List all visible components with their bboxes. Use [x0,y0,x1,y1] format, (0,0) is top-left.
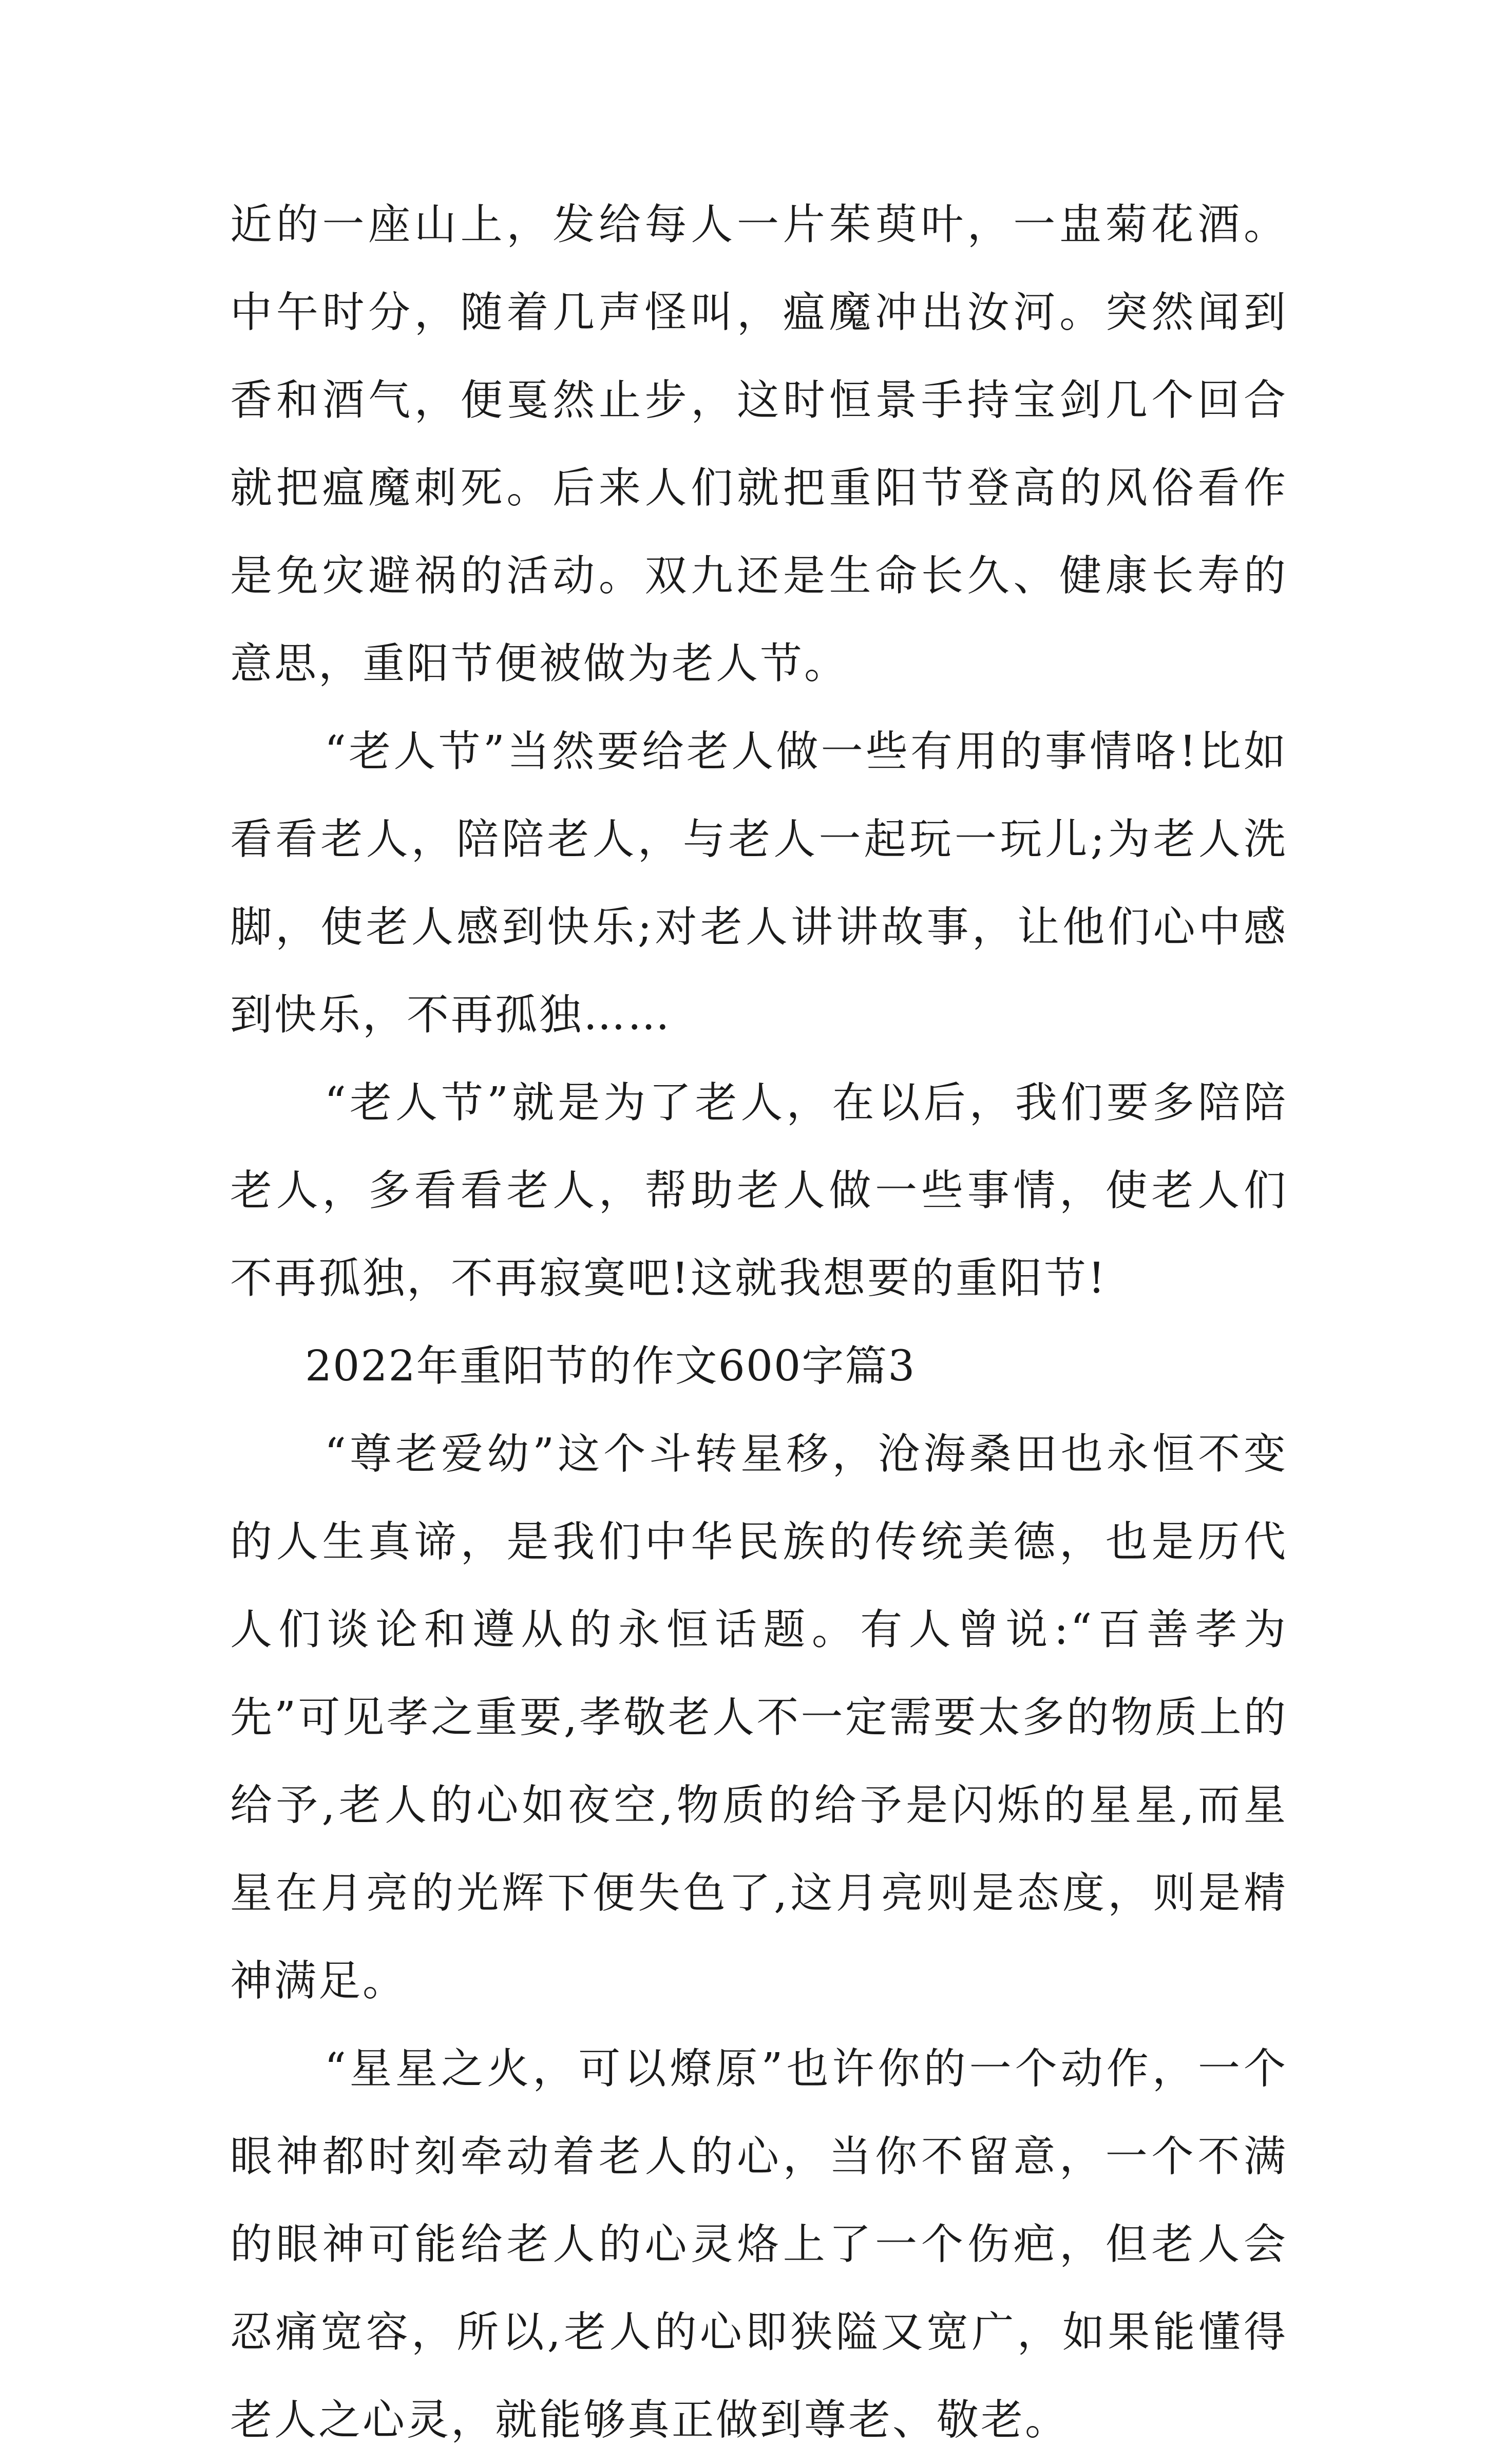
paragraph-single-spark: “星星之火，可以燎原”也许你的一个动作，一个眼神都时刻牵动着老人的心，当你不留意，一个不满的眼神可能给老人的心灵烙上了一个伤疤，但老人会忍痛宽容，所以,老人的心即狭隘又宽广，如果能懂得老人之心灵，就能够真正做到尊老、敬老。 [230,2044,1288,2444]
paragraph-respect-elders: “尊老爱幼”这个斗转星移，沧海桑田也永恒不变的人生真谛，是我们中华民族的传统美德，也是历代人们谈论和遵从的永恒话题。有人曾说:“百善孝为先”可见孝之重要,孝敬老人不一定需要太多的物质上的给予,老人的心如夜空,物质的给予是闪烁的星星,而星星在月亮的光辉下便失色了,这月亮则是态度，则是精神满足。 [230,1430,1288,2005]
document-body [230,181,1288,2464]
paragraph-legend-ending: 近的一座山上，发给每人一片茱萸叶，一盅菊花酒。中午时分，随着几声怪叫，瘟魔冲出汝河。突然闻到香和酒气，便戛然止步，这时恒景手持宝剑几个回合就把瘟魔刺死。后来人们就把重阳节登高的风俗看作是免灾避祸的活动。双九还是生命长久、健康长寿的意思，重阳节便被做为老人节。 [230,200,1288,688]
paragraph-old-people-day-activities: “老人节”当然要给老人做一些有用的事情咯!比如看看老人，陪陪老人，与老人一起玩一玩儿;为老人洗脚，使老人感到快乐;对老人讲讲故事，让他们心中感到快乐，不再孤独…… [230,727,1288,1039]
section-heading: 2022年重阳节的作文600字篇3 [305,1342,916,1391]
paragraph-old-people-day-meaning: “老人节”就是为了老人，在以后，我们要多陪陪老人，多看看老人，帮助老人做一些事情，使老人们不再孤独，不再寂寞吧!这就我想要的重阳节! [230,1078,1288,1303]
